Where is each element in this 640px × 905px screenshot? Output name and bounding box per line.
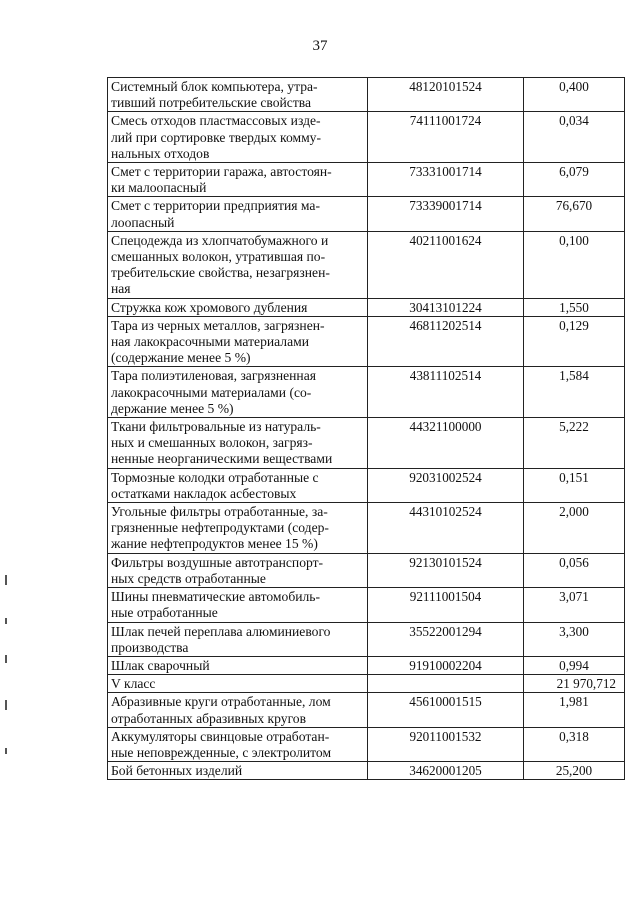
waste-name-cell [108,675,368,693]
waste-name-line: отработанных абразивных кругов [111,710,307,726]
table-row [108,197,625,231]
waste-name-line: лоопасный [111,214,175,230]
waste-code-cell [368,656,524,674]
waste-code-cell [368,503,524,554]
waste-code: 91910002204 [409,657,482,673]
waste-name-line: Фильтры воздушные автотранспорт- [111,554,324,570]
waste-code: 44310102524 [409,504,482,520]
waste-name-cell [108,693,368,727]
table-row [108,78,625,112]
margin-mark [5,655,7,663]
table-row [108,298,625,316]
waste-name-cell [108,418,368,469]
waste-code-cell [368,727,524,761]
table-row [108,367,625,418]
table-row [108,553,625,587]
waste-amount-cell [524,656,625,674]
waste-name-line: Аккумуляторы свинцовые отработан- [111,728,330,744]
waste-amount-cell [524,367,625,418]
waste-table [107,77,625,780]
waste-code: 35522001294 [409,623,482,639]
waste-name-line: производства [111,639,189,655]
waste-name-cell [108,78,368,112]
waste-amount: 2,000 [559,504,589,520]
waste-name-cell [108,656,368,674]
waste-amount: 3,071 [559,589,589,605]
waste-name-line: Спецодежда из хлопчатобумажного и [111,232,329,248]
waste-code: 34620001205 [409,763,482,779]
waste-amount-cell [524,553,625,587]
waste-name-line: Тара из черных металлов, загрязнен- [111,317,325,333]
waste-code-cell [368,553,524,587]
waste-code-cell [368,231,524,298]
waste-code: 92011001532 [409,728,482,744]
waste-code: 92031002524 [409,469,482,485]
margin-mark [5,618,7,624]
waste-name-line: Тара полиэтиленовая, загрязненная [111,368,316,384]
table-row [108,622,625,656]
waste-code-cell [368,762,524,780]
waste-amount: 0,151 [559,469,589,485]
waste-amount-cell [524,197,625,231]
waste-code: 44321100000 [409,419,482,435]
waste-name-cell [108,622,368,656]
waste-code-cell [368,298,524,316]
waste-name-line: ная лакокрасочными материалами [111,334,310,350]
waste-code-cell [368,622,524,656]
waste-name-line: жание нефтепродуктов менее 15 %) [111,536,318,552]
waste-name-line: Бой бетонных изделий [111,763,243,779]
waste-name-line: Смесь отходов пластмассовых изде- [111,113,321,129]
waste-name-line: лакокрасочными материалами (со- [111,384,312,400]
waste-code-cell [368,693,524,727]
waste-amount: 0,400 [559,79,589,94]
waste-amount-cell [524,503,625,554]
waste-name-cell [108,231,368,298]
waste-amount: 5,222 [559,419,589,435]
waste-name-cell [108,588,368,622]
table-row [108,693,625,727]
waste-name-line: ных средств отработанные [111,570,266,586]
waste-amount: 76,670 [555,198,593,214]
table-row [108,727,625,761]
waste-amount: 21 970,712 [556,676,616,692]
waste-amount-cell [524,727,625,761]
waste-amount-cell [524,78,625,112]
waste-name-line: ная [111,281,131,297]
waste-name-line: требительские свойства, незагрязнен- [111,265,330,281]
waste-code-cell [368,367,524,418]
waste-amount: 0,318 [559,728,589,744]
table-row [108,112,625,163]
waste-code-cell [368,316,524,367]
waste-amount: 6,079 [559,164,589,180]
waste-amount-cell [524,675,625,693]
waste-name-line: ных и смешанных волокон, загряз- [111,435,313,451]
waste-amount-cell [524,163,625,197]
waste-amount-cell [524,762,625,780]
waste-name-cell [108,367,368,418]
waste-code: 40211001624 [409,232,482,248]
table-row [108,163,625,197]
waste-amount: 0,994 [559,657,589,673]
waste-name-cell [108,316,368,367]
waste-code-cell [368,197,524,231]
waste-amount: 0,100 [559,232,589,248]
waste-code-cell [368,418,524,469]
waste-name-cell [108,112,368,163]
margin-mark [5,575,7,585]
waste-name-line: грязненные нефтепродуктами (содер- [111,520,329,536]
waste-code: 45610001515 [409,694,482,710]
waste-code: 74111001724 [409,113,482,129]
waste-table-body [108,78,625,780]
waste-name-line: Стружка кож хромового дубления [111,299,308,315]
waste-name-line: нальных отходов [111,145,210,161]
waste-code: 73331001714 [409,164,482,180]
waste-amount-cell [524,468,625,502]
waste-code: 46811202514 [409,317,482,333]
table-row [108,675,625,693]
waste-name-cell [108,298,368,316]
waste-name-line: Шлак печей переплава алюминиевого [111,623,331,639]
table-row [108,588,625,622]
table-row [108,231,625,298]
waste-amount-cell [524,693,625,727]
page-number: 37 [312,38,328,54]
waste-amount: 1,981 [559,694,589,710]
table-row [108,656,625,674]
waste-amount: 1,550 [559,299,589,315]
waste-name-line: Шлак сварочный [111,657,210,673]
waste-code: 30413101224 [409,299,482,315]
waste-name-line: Системный блок компьютера, утра- [111,79,318,94]
waste-amount: 0,034 [559,113,589,129]
waste-amount: 0,056 [559,554,589,570]
table-row [108,418,625,469]
margin-mark [5,700,7,710]
waste-name-cell [108,553,368,587]
table-row [108,503,625,554]
waste-name-line: остатками накладок асбестовых [111,485,297,501]
waste-amount-cell [524,112,625,163]
waste-name-cell [108,762,368,780]
waste-name-line: V класс [111,676,156,692]
waste-amount: 1,584 [559,368,589,384]
waste-name-line: Шины пневматические автомобиль- [111,589,321,605]
waste-amount-cell [524,316,625,367]
waste-name-line: Ткани фильтровальные из натураль- [111,419,321,435]
waste-name-line: тивший потребительские свойства [111,95,312,111]
waste-name-line: смешанных волокон, утратившая по- [111,249,326,265]
table-row [108,468,625,502]
waste-amount-cell [524,298,625,316]
waste-code-cell [368,468,524,502]
waste-amount-cell [524,231,625,298]
waste-code: 73339001714 [409,198,482,214]
waste-name-line: Тормозные колодки отработанные с [111,469,319,485]
waste-code: 43811102514 [409,368,482,384]
waste-code: 48120101524 [409,79,482,94]
waste-name-line: (содержание менее 5 %) [111,350,251,366]
waste-code-cell [368,163,524,197]
waste-name-line: Абразивные круги отработанные, лом [111,694,331,710]
waste-code: 92130101524 [409,554,482,570]
waste-name-line: лий при сортировке твердых комму- [111,129,322,145]
waste-name-line: ки малоопасный [111,180,207,196]
waste-amount-cell [524,588,625,622]
waste-code: 92111001504 [409,589,482,605]
waste-name-cell [108,197,368,231]
table-row [108,316,625,367]
waste-name-line: держание менее 5 %) [111,400,234,416]
waste-amount: 3,300 [559,623,589,639]
waste-name-cell [108,468,368,502]
waste-name-line: ные отработанные [111,605,218,621]
waste-amount-cell [524,622,625,656]
table-row [108,762,625,780]
waste-name-cell [108,163,368,197]
waste-code-cell [368,112,524,163]
waste-code-cell [368,588,524,622]
waste-name-cell [108,727,368,761]
waste-code-cell [368,675,524,693]
waste-name-line: ные неповрежденные, с электролитом [111,744,332,760]
waste-name-line: Угольные фильтры отработанные, за- [111,504,328,520]
margin-mark [5,748,7,754]
waste-name-line: Смет с территории предприятия ма- [111,198,320,214]
waste-code-cell [368,78,524,112]
waste-amount: 0,129 [559,317,589,333]
waste-amount: 25,200 [555,763,593,779]
waste-amount-cell [524,418,625,469]
waste-name-cell [108,503,368,554]
waste-name-line: ненные неорганическими веществами [111,451,333,467]
waste-name-line: Смет с территории гаража, автостоян- [111,164,332,180]
